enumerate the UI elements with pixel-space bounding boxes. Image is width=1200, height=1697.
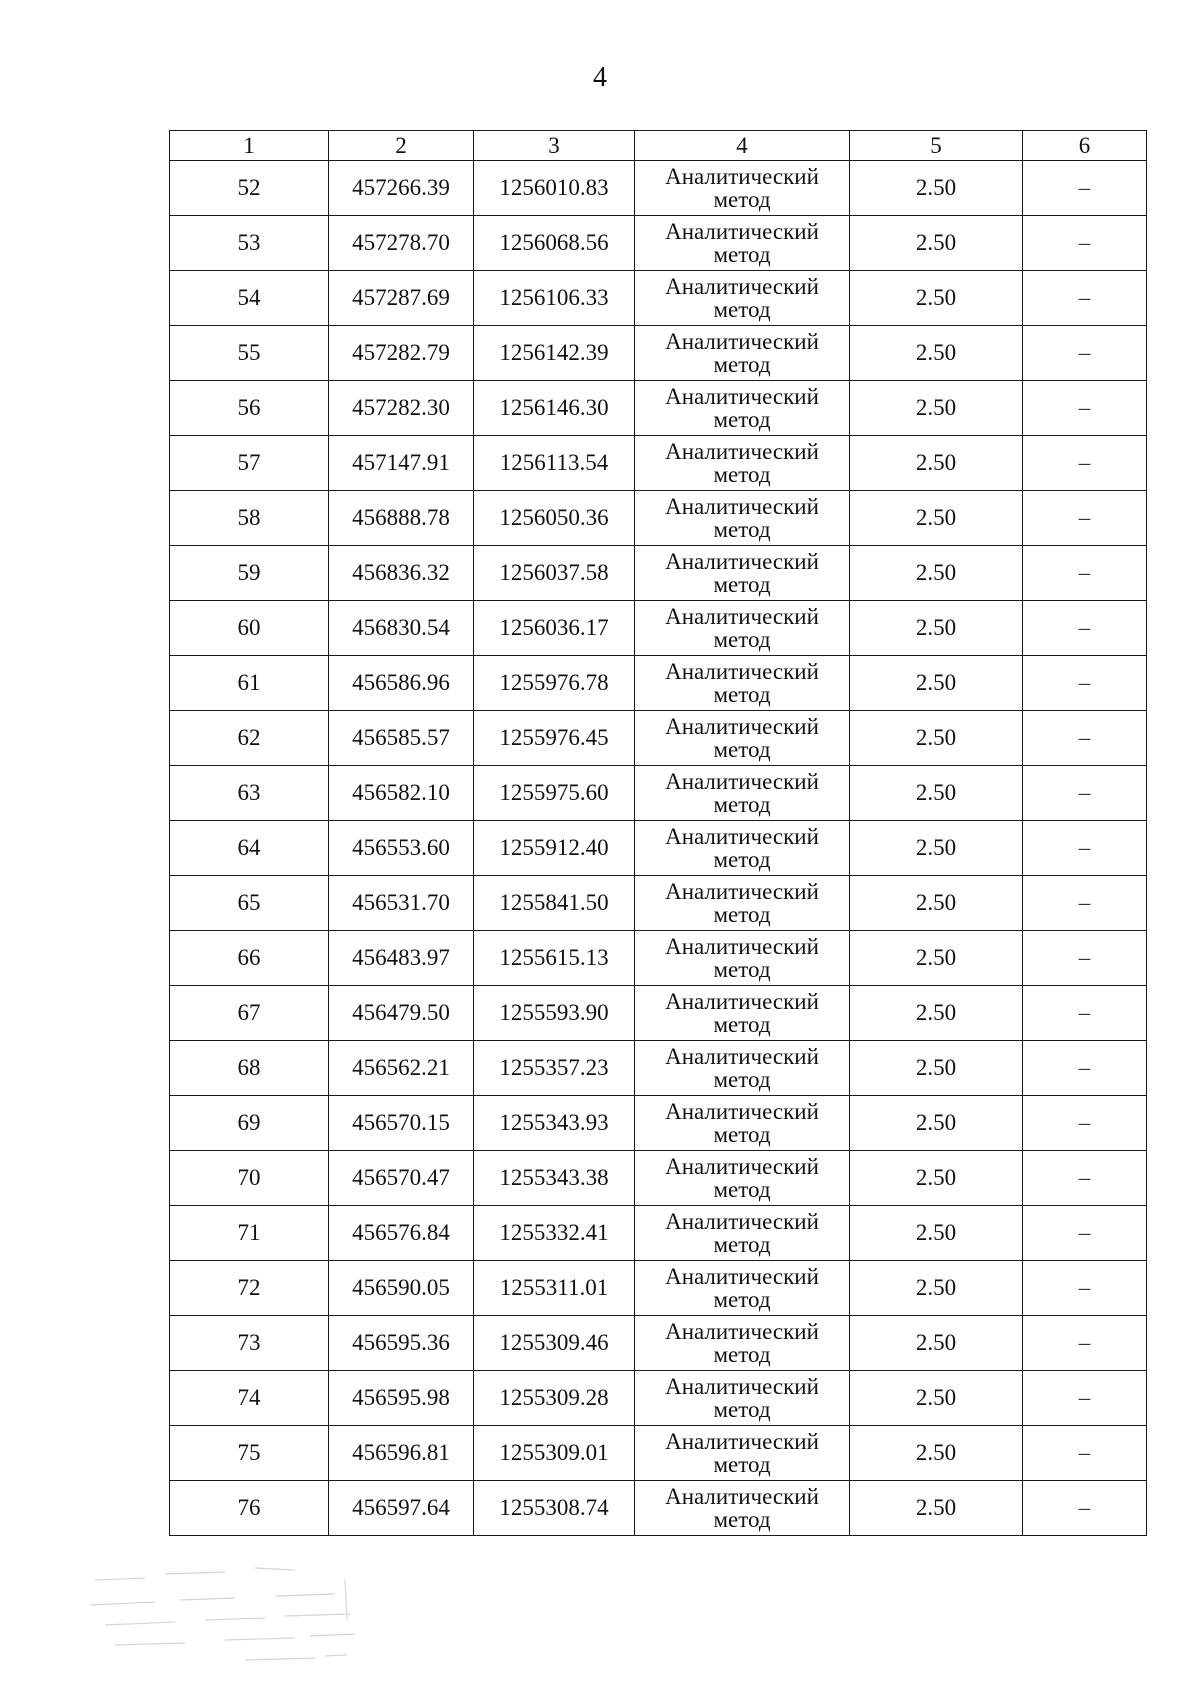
accuracy-cell: 2.50 — [850, 1371, 1023, 1426]
point-number-cell: 54 — [170, 271, 329, 326]
coordinate-x-cell: 456553.60 — [329, 821, 474, 876]
point-number-cell: 61 — [170, 656, 329, 711]
note-cell: – — [1023, 986, 1147, 1041]
method-line-2: метод — [713, 352, 771, 377]
method-line-2: метод — [713, 242, 771, 267]
point-number-cell: 59 — [170, 546, 329, 601]
method-cell — [635, 381, 850, 436]
method-line-2: метод — [713, 1507, 771, 1532]
coordinate-x-cell: 456888.78 — [329, 491, 474, 546]
accuracy-cell: 2.50 — [850, 161, 1023, 216]
coordinate-y-cell: 1255593.90 — [474, 986, 635, 1041]
point-number-cell: 74 — [170, 1371, 329, 1426]
method-line-2: метод — [713, 627, 771, 652]
point-number-cell: 56 — [170, 381, 329, 436]
method-line-2: метод — [713, 1397, 771, 1422]
accuracy-cell: 2.50 — [850, 986, 1023, 1041]
coordinate-y-cell: 1255309.46 — [474, 1316, 635, 1371]
point-number-cell: 68 — [170, 1041, 329, 1096]
method-cell — [635, 436, 850, 491]
point-number-cell: 53 — [170, 216, 329, 271]
method-line-2: метод — [713, 792, 771, 817]
coordinate-y-cell: 1255343.38 — [474, 1151, 635, 1206]
point-number-cell: 55 — [170, 326, 329, 381]
method-line-2: метод — [713, 902, 771, 927]
accuracy-cell: 2.50 — [850, 1151, 1023, 1206]
accuracy-cell: 2.50 — [850, 1316, 1023, 1371]
method-line-1: Аналитический — [665, 384, 819, 409]
accuracy-cell: 2.50 — [850, 381, 1023, 436]
point-number-cell: 62 — [170, 711, 329, 766]
coordinate-y-cell: 1256142.39 — [474, 326, 635, 381]
method-line-1: Аналитический — [665, 1209, 819, 1234]
note-cell: – — [1023, 766, 1147, 821]
column-header: 3 — [474, 131, 635, 161]
note-cell: – — [1023, 546, 1147, 601]
method-cell — [635, 161, 850, 216]
table-row — [170, 601, 1147, 656]
method-line-1: Аналитический — [665, 714, 819, 739]
table-header-row — [170, 131, 1147, 161]
coordinate-x-cell: 457147.91 — [329, 436, 474, 491]
coordinate-x-cell: 456570.15 — [329, 1096, 474, 1151]
method-line-1: Аналитический — [665, 1484, 819, 1509]
method-line-1: Аналитический — [665, 659, 819, 684]
table-row — [170, 876, 1147, 931]
accuracy-cell: 2.50 — [850, 326, 1023, 381]
coordinate-y-cell: 1255912.40 — [474, 821, 635, 876]
note-cell: – — [1023, 601, 1147, 656]
method-line-2: метод — [713, 1122, 771, 1147]
table-row — [170, 821, 1147, 876]
coordinate-x-cell: 457282.79 — [329, 326, 474, 381]
accuracy-cell: 2.50 — [850, 876, 1023, 931]
table-row — [170, 216, 1147, 271]
coordinate-x-cell: 456590.05 — [329, 1261, 474, 1316]
note-cell: – — [1023, 1151, 1147, 1206]
note-cell: – — [1023, 381, 1147, 436]
coordinate-x-cell: 456597.64 — [329, 1481, 474, 1536]
coordinate-y-cell: 1255311.01 — [474, 1261, 635, 1316]
point-number-cell: 57 — [170, 436, 329, 491]
faded-stamp-mark — [85, 1560, 395, 1680]
method-cell — [635, 931, 850, 986]
coordinate-x-cell: 457278.70 — [329, 216, 474, 271]
method-line-2: метод — [713, 957, 771, 982]
coordinate-y-cell: 1255841.50 — [474, 876, 635, 931]
method-line-1: Аналитический — [665, 439, 819, 464]
point-number-cell: 52 — [170, 161, 329, 216]
method-line-2: метод — [713, 517, 771, 542]
point-number-cell: 60 — [170, 601, 329, 656]
coordinate-x-cell: 456570.47 — [329, 1151, 474, 1206]
page-number: 4 — [593, 62, 607, 93]
table-row — [170, 1206, 1147, 1261]
method-line-2: метод — [713, 1067, 771, 1092]
method-cell — [635, 1426, 850, 1481]
method-line-2: метод — [713, 1012, 771, 1037]
coordinate-x-cell: 456483.97 — [329, 931, 474, 986]
method-cell — [635, 1371, 850, 1426]
coordinate-y-cell: 1256036.17 — [474, 601, 635, 656]
table-row — [170, 1426, 1147, 1481]
method-line-1: Аналитический — [665, 1374, 819, 1399]
method-line-1: Аналитический — [665, 329, 819, 354]
coordinate-y-cell: 1256068.56 — [474, 216, 635, 271]
method-line-2: метод — [713, 682, 771, 707]
coordinate-x-cell: 456836.32 — [329, 546, 474, 601]
method-line-1: Аналитический — [665, 1154, 819, 1179]
coordinate-y-cell: 1256146.30 — [474, 381, 635, 436]
table-row — [170, 546, 1147, 601]
method-cell — [635, 1481, 850, 1536]
accuracy-cell: 2.50 — [850, 546, 1023, 601]
method-line-2: метод — [713, 462, 771, 487]
coordinate-y-cell: 1256106.33 — [474, 271, 635, 326]
table-row — [170, 436, 1147, 491]
accuracy-cell: 2.50 — [850, 1426, 1023, 1481]
point-number-cell: 67 — [170, 986, 329, 1041]
note-cell: – — [1023, 1206, 1147, 1261]
note-cell: – — [1023, 1096, 1147, 1151]
coordinate-x-cell: 457266.39 — [329, 161, 474, 216]
column-header: 1 — [170, 131, 329, 161]
note-cell: – — [1023, 711, 1147, 766]
method-cell — [635, 711, 850, 766]
coordinate-y-cell: 1255309.28 — [474, 1371, 635, 1426]
table-row — [170, 1261, 1147, 1316]
accuracy-cell: 2.50 — [850, 436, 1023, 491]
accuracy-cell: 2.50 — [850, 821, 1023, 876]
coordinate-x-cell: 456595.98 — [329, 1371, 474, 1426]
accuracy-cell: 2.50 — [850, 1096, 1023, 1151]
note-cell: – — [1023, 1041, 1147, 1096]
table-row — [170, 986, 1147, 1041]
method-line-1: Аналитический — [665, 989, 819, 1014]
method-line-2: метод — [713, 737, 771, 762]
coordinate-y-cell: 1256037.58 — [474, 546, 635, 601]
method-line-2: метод — [713, 297, 771, 322]
accuracy-cell: 2.50 — [850, 601, 1023, 656]
method-line-2: метод — [713, 1287, 771, 1312]
coordinate-y-cell: 1255309.01 — [474, 1426, 635, 1481]
point-number-cell: 63 — [170, 766, 329, 821]
coordinate-y-cell: 1256113.54 — [474, 436, 635, 491]
method-cell — [635, 986, 850, 1041]
column-header: 5 — [850, 131, 1023, 161]
coordinates-table — [169, 130, 1147, 1536]
coordinate-y-cell: 1255357.23 — [474, 1041, 635, 1096]
table-row — [170, 766, 1147, 821]
coordinate-y-cell: 1256050.36 — [474, 491, 635, 546]
method-cell — [635, 1096, 850, 1151]
table-row — [170, 1316, 1147, 1371]
note-cell: – — [1023, 931, 1147, 986]
point-number-cell: 69 — [170, 1096, 329, 1151]
method-line-1: Аналитический — [665, 1319, 819, 1344]
coordinate-y-cell: 1255308.74 — [474, 1481, 635, 1536]
note-cell: – — [1023, 876, 1147, 931]
method-cell — [635, 491, 850, 546]
method-cell — [635, 1316, 850, 1371]
method-cell — [635, 601, 850, 656]
method-cell — [635, 546, 850, 601]
coordinate-y-cell: 1255343.93 — [474, 1096, 635, 1151]
coordinate-x-cell: 456596.81 — [329, 1426, 474, 1481]
method-line-1: Аналитический — [665, 1099, 819, 1124]
note-cell: – — [1023, 821, 1147, 876]
method-cell — [635, 821, 850, 876]
method-line-2: метод — [713, 407, 771, 432]
accuracy-cell: 2.50 — [850, 931, 1023, 986]
coordinate-x-cell: 456479.50 — [329, 986, 474, 1041]
method-line-1: Аналитический — [665, 1264, 819, 1289]
point-number-cell: 65 — [170, 876, 329, 931]
note-cell: – — [1023, 1316, 1147, 1371]
method-line-2: метод — [713, 1452, 771, 1477]
method-cell — [635, 876, 850, 931]
note-cell: – — [1023, 436, 1147, 491]
method-line-1: Аналитический — [665, 934, 819, 959]
method-cell — [635, 326, 850, 381]
point-number-cell: 73 — [170, 1316, 329, 1371]
note-cell: – — [1023, 1261, 1147, 1316]
note-cell: – — [1023, 656, 1147, 711]
table-row — [170, 161, 1147, 216]
coordinate-x-cell: 457287.69 — [329, 271, 474, 326]
note-cell: – — [1023, 161, 1147, 216]
coordinate-y-cell: 1255976.78 — [474, 656, 635, 711]
coordinate-y-cell: 1256010.83 — [474, 161, 635, 216]
accuracy-cell: 2.50 — [850, 1261, 1023, 1316]
coordinate-x-cell: 456585.57 — [329, 711, 474, 766]
note-cell: – — [1023, 271, 1147, 326]
table-row — [170, 931, 1147, 986]
method-line-1: Аналитический — [665, 824, 819, 849]
method-cell — [635, 1041, 850, 1096]
accuracy-cell: 2.50 — [850, 1041, 1023, 1096]
method-cell — [635, 271, 850, 326]
point-number-cell: 70 — [170, 1151, 329, 1206]
point-number-cell: 76 — [170, 1481, 329, 1536]
table-row — [170, 711, 1147, 766]
coordinate-x-cell: 456576.84 — [329, 1206, 474, 1261]
coordinate-x-cell: 456582.10 — [329, 766, 474, 821]
accuracy-cell: 2.50 — [850, 656, 1023, 711]
point-number-cell: 71 — [170, 1206, 329, 1261]
note-cell: – — [1023, 1371, 1147, 1426]
method-line-2: метод — [713, 847, 771, 872]
table-row — [170, 656, 1147, 711]
method-line-2: метод — [713, 187, 771, 212]
table-row — [170, 491, 1147, 546]
accuracy-cell: 2.50 — [850, 711, 1023, 766]
note-cell: – — [1023, 491, 1147, 546]
accuracy-cell: 2.50 — [850, 1206, 1023, 1261]
note-cell: – — [1023, 216, 1147, 271]
table-row — [170, 271, 1147, 326]
note-cell: – — [1023, 326, 1147, 381]
method-cell — [635, 656, 850, 711]
method-line-2: метод — [713, 1177, 771, 1202]
table-row — [170, 381, 1147, 436]
method-cell — [635, 216, 850, 271]
coordinate-x-cell: 456586.96 — [329, 656, 474, 711]
method-line-1: Аналитический — [665, 494, 819, 519]
coordinate-y-cell: 1255975.60 — [474, 766, 635, 821]
method-line-1: Аналитический — [665, 1044, 819, 1069]
coordinate-x-cell: 456562.21 — [329, 1041, 474, 1096]
method-line-1: Аналитический — [665, 769, 819, 794]
column-header: 6 — [1023, 131, 1147, 161]
table-row — [170, 326, 1147, 381]
note-cell: – — [1023, 1426, 1147, 1481]
method-line-2: метод — [713, 1342, 771, 1367]
coordinate-x-cell: 456531.70 — [329, 876, 474, 931]
method-line-1: Аналитический — [665, 604, 819, 629]
method-line-2: метод — [713, 1232, 771, 1257]
coordinate-y-cell: 1255615.13 — [474, 931, 635, 986]
method-line-2: метод — [713, 572, 771, 597]
method-line-1: Аналитический — [665, 164, 819, 189]
point-number-cell: 58 — [170, 491, 329, 546]
point-number-cell: 75 — [170, 1426, 329, 1481]
method-line-1: Аналитический — [665, 274, 819, 299]
table-row — [170, 1041, 1147, 1096]
coordinate-y-cell: 1255976.45 — [474, 711, 635, 766]
method-line-1: Аналитический — [665, 879, 819, 904]
accuracy-cell: 2.50 — [850, 216, 1023, 271]
accuracy-cell: 2.50 — [850, 271, 1023, 326]
coordinate-x-cell: 456595.36 — [329, 1316, 474, 1371]
method-line-1: Аналитический — [665, 549, 819, 574]
accuracy-cell: 2.50 — [850, 491, 1023, 546]
coordinate-y-cell: 1255332.41 — [474, 1206, 635, 1261]
coordinate-x-cell: 456830.54 — [329, 601, 474, 656]
accuracy-cell: 2.50 — [850, 766, 1023, 821]
point-number-cell: 66 — [170, 931, 329, 986]
method-line-1: Аналитический — [665, 1429, 819, 1454]
table-row — [170, 1151, 1147, 1206]
method-cell — [635, 766, 850, 821]
table-row — [170, 1481, 1147, 1536]
table-row — [170, 1096, 1147, 1151]
point-number-cell: 72 — [170, 1261, 329, 1316]
table-row — [170, 1371, 1147, 1426]
coordinate-x-cell: 457282.30 — [329, 381, 474, 436]
point-number-cell: 64 — [170, 821, 329, 876]
method-cell — [635, 1206, 850, 1261]
method-cell — [635, 1151, 850, 1206]
note-cell: – — [1023, 1481, 1147, 1536]
column-header: 2 — [329, 131, 474, 161]
method-cell — [635, 1261, 850, 1316]
accuracy-cell: 2.50 — [850, 1481, 1023, 1536]
column-header: 4 — [635, 131, 850, 161]
method-line-1: Аналитический — [665, 219, 819, 244]
